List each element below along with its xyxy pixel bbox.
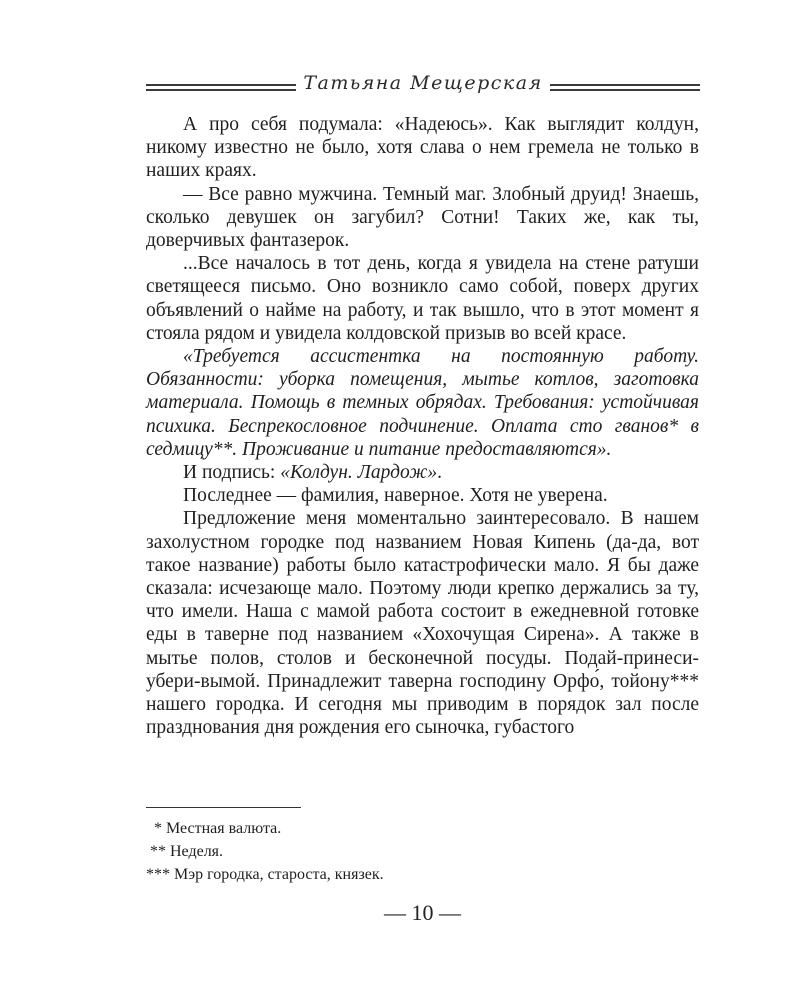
footnotes	[146, 817, 699, 886]
paragraph-signature	[146, 461, 699, 484]
paragraph: ...Все началось в тот день, когда я увидела на стене ратуши светящееся письмо. Оно возникло само собой, поверх других объявлений о найме на работу, и так вышло, что в этот момент я стояла рядом и увидела колдовской призыв во всей красе.	[146, 253, 699, 344]
footnote: * Местная валюта.	[146, 820, 282, 837]
signature-prefix: И подпись:	[183, 462, 281, 484]
header-rule-right	[550, 84, 700, 91]
footnote: ** Неделя.	[146, 843, 224, 860]
footnote-divider	[146, 807, 301, 808]
header-rule-left	[146, 84, 296, 91]
body-text	[146, 113, 699, 739]
page-number: — 10 —	[384, 900, 461, 925]
notice-quote: «Требуется ассистентка на постоянную работу. Обязанности: уборка помещения, мытье котлов, заготовка материала. Помощь в темных обрядах. Требования: устойчивая психика. Беспрекословное подчинение. Оплата сто гванов* в седмицу**. Проживание и питание предоставляются».	[146, 346, 699, 460]
header-author: Татьяна Мещерская	[303, 72, 543, 94]
footnote: *** Мэр городка, староста, князек.	[146, 866, 384, 883]
signature-text: «Колдун. Лардож»	[280, 462, 438, 484]
paragraph: А про себя подумала: «Надеюсь». Как выглядит колдун, никому известно не было, хотя слава о нем гремела не только в наших краях.	[146, 114, 699, 182]
signature-suffix: .	[437, 462, 442, 484]
paragraph: Предложение меня моментально заинтересовало. В нашем захолустном городке под названием Новая Кипень (да-да, вот такое название) работы было катастрофически мало. Я бы даже сказала: исчезающе мало. Поэтому люди крепко держались за ту, что имели. Наша с мамой работа состоит в ежедневной готовке еды в таверне под названием «Хохочущая Сирена». А также в мытье полов, столов и бесконечной посуды. Подай-принеси-убери-вымой. Принадлежит таверна господину Орфо́, тойону*** нашего городка. И сегодня мы приводим в порядок зал после празднования дня рождения его сыночка, губастого	[146, 508, 699, 739]
running-header	[146, 72, 700, 108]
paragraph: Последнее — фамилия, наверное. Хотя не уверена.	[183, 485, 608, 507]
paragraph: — Все равно мужчина. Темный маг. Злобный друид! Знаешь, сколько девушек он загубил? Сотни! Таких же, как ты, доверчивых фантазерок.	[146, 183, 699, 252]
